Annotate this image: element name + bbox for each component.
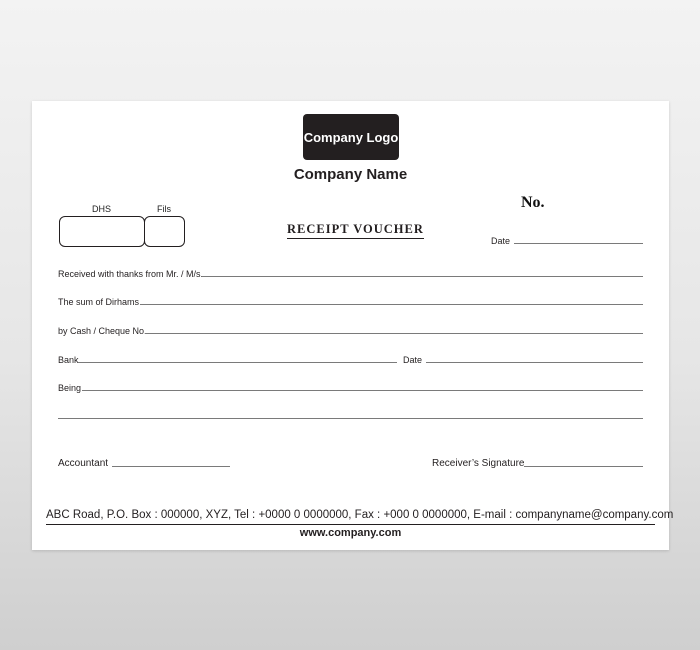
fils-label: Fils <box>157 204 171 214</box>
received-from-line[interactable] <box>202 276 643 277</box>
receiver-signature-line[interactable] <box>524 466 643 467</box>
date-line[interactable] <box>514 243 643 244</box>
receipt-voucher-sheet <box>32 101 674 550</box>
bank-date-label: Date <box>403 355 423 365</box>
voucher-number-label: No. <box>521 194 545 211</box>
bank-date-line[interactable] <box>426 362 643 363</box>
fils-amount-box[interactable] <box>144 216 185 247</box>
footer-divider <box>46 524 655 525</box>
company-website: www.company.com <box>299 527 402 539</box>
company-logo-text: Company Logo <box>303 129 399 145</box>
dhs-label: DHS <box>92 204 112 214</box>
cash-cheque-label: by Cash / Cheque No. <box>58 326 147 336</box>
accountant-label: Accountant <box>58 458 109 469</box>
sum-of-dirhams-label: The sum of Dirhams <box>58 297 140 307</box>
sum-of-dirhams-line[interactable] <box>140 304 643 305</box>
bank-label: Bank <box>58 355 79 365</box>
footer-address: ABC Road, P.O. Box : 000000, XYZ, Tel : +0000 0 0000000, Fax : +000 0 0000000, E-mail : companyname@company.com <box>46 509 674 521</box>
voucher-title: RECEIPT VOUCHER <box>287 222 424 239</box>
company-logo <box>303 114 399 160</box>
company-name: Company Name <box>293 166 408 183</box>
accountant-signature-line[interactable] <box>112 466 230 467</box>
being-line-2[interactable] <box>58 418 643 419</box>
cash-cheque-line[interactable] <box>145 333 643 334</box>
being-label: Being <box>58 383 82 393</box>
receiver-signature-label: Receiver’s Signature <box>432 458 525 469</box>
dhs-amount-box[interactable] <box>59 216 145 247</box>
bank-line[interactable] <box>78 362 397 363</box>
date-label: Date <box>491 236 511 246</box>
being-line[interactable] <box>82 390 643 391</box>
received-from-label: Received with thanks from Mr. / M/s. <box>58 269 204 279</box>
